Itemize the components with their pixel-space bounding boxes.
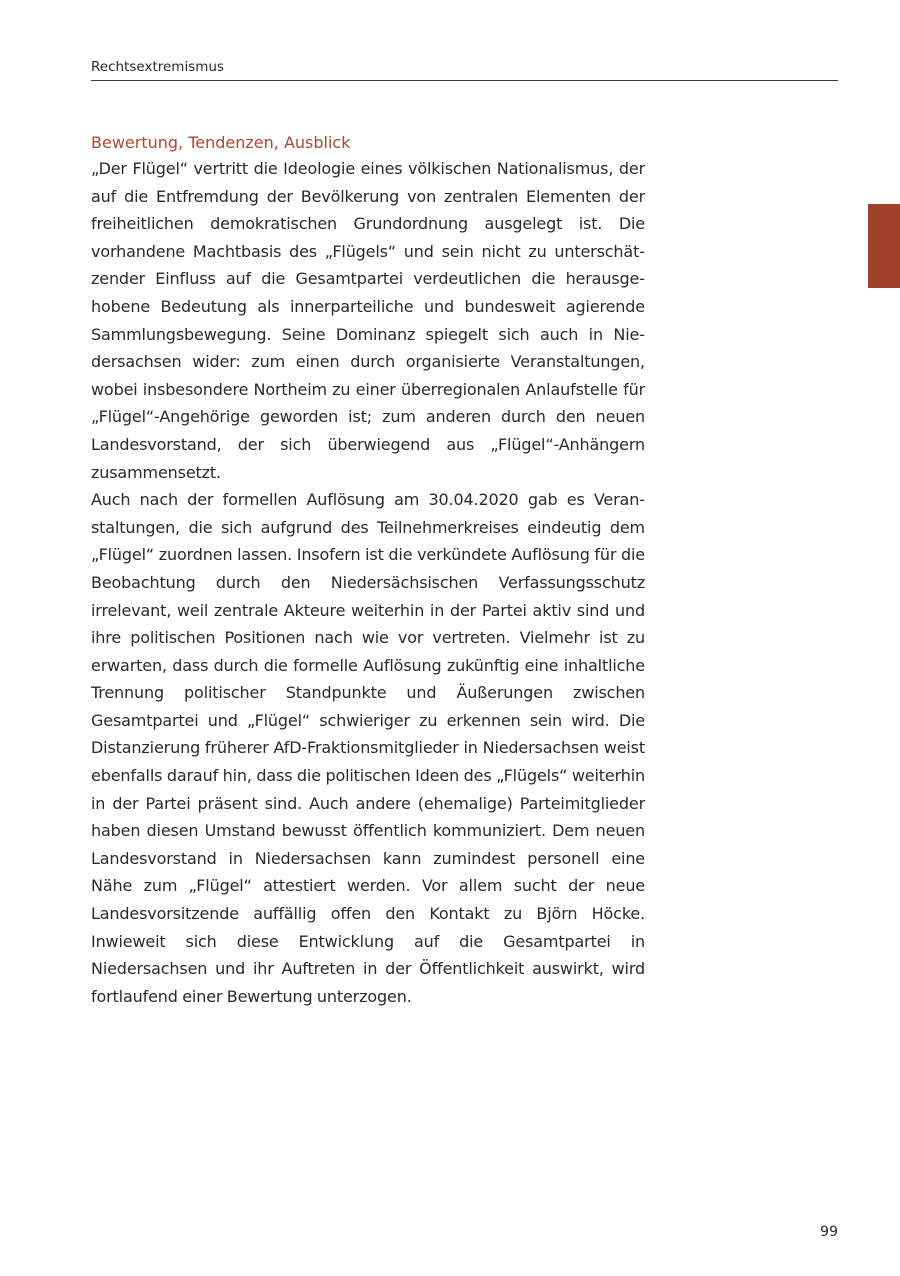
main-content: [91, 131, 645, 1010]
paragraph-2: Auch nach der formellen Auflösung am 30.04.2020 gab es Veranstaltungen, die sich aufgrund des Teilnehmerkreises eindeutig dem „Flügel“ zuordnen lassen. Insofern ist die verkündete Auflösung für die Beobachtung durch den Niedersächsischen Verfassungsschutz irrelevant, weil zentrale Akteure weiterhin in der Partei aktiv sind und ihre politischen Positionen nach wie vor vertreten. Vielmehr ist zu erwarten, dass durch die formelle Auflösung zukünftig eine inhaltliche Trennung politischer Standpunkte und Äußerungen zwischen Gesamtpartei und „Flügel“ schwieriger zu erkennen sein wird. Die Distanzierung früherer AfD-Fraktionsmitglieder in Niedersachsen weist ebenfalls darauf hin, dass die politischen Ideen des „Flügels“ weiterhin in der Partei präsent sind. Auch andere (ehemalige) Parteimitglieder haben diesen Umstand bewusst öffentlich kommuniziert. Dem neuen Landesvorstand in Niedersachsen kann zumindest personell eine Nähe zum „Flügel“ attestiert werden. Vor allem sucht der neue Landesvorsitzende auffällig offen den Kontakt zu Björn Höcke. Inwieweit sich diese Entwicklung auf die Gesamtpartei in Niedersachsen und ihr Auftreten in der Öffentlichkeit auswirkt, wird fortlaufend einer Bewertung unterzogen.: [91, 490, 645, 1006]
chapter-tab-marker: [868, 204, 900, 288]
running-header: Rechtsextremismus: [91, 59, 838, 81]
section-heading: Bewertung, Tendenzen, Ausblick: [91, 133, 351, 152]
paragraph-1: „Der Flügel“ vertritt die Ideologie eines völkischen Nationalismus, der auf die Entfremdung der Bevölkerung von zentralen Elementen der freiheitlichen demokratischen Grundordnung ausgelegt ist. Die vorhandene Machtbasis des „Flügels“ und sein nicht zu unterschätzender Einfluss auf die Gesamtpartei verdeutlichen die herausgehobene Bedeutung als innerparteiliche und bundesweit agierende Sammlungsbewegung. Seine Dominanz spiegelt sich auch in Niedersachsen wider: zum einen durch organisierte Veranstaltungen, wobei insbesondere Northeim zu einer überregionalen Anlaufstelle für „Flügel“-Angehörige geworden ist; zum anderen durch den neuen Landesvorstand, der sich überwiegend aus „Flügel“-Anhängern zusammensetzt.: [91, 159, 645, 482]
page-number: 99: [820, 1224, 838, 1240]
